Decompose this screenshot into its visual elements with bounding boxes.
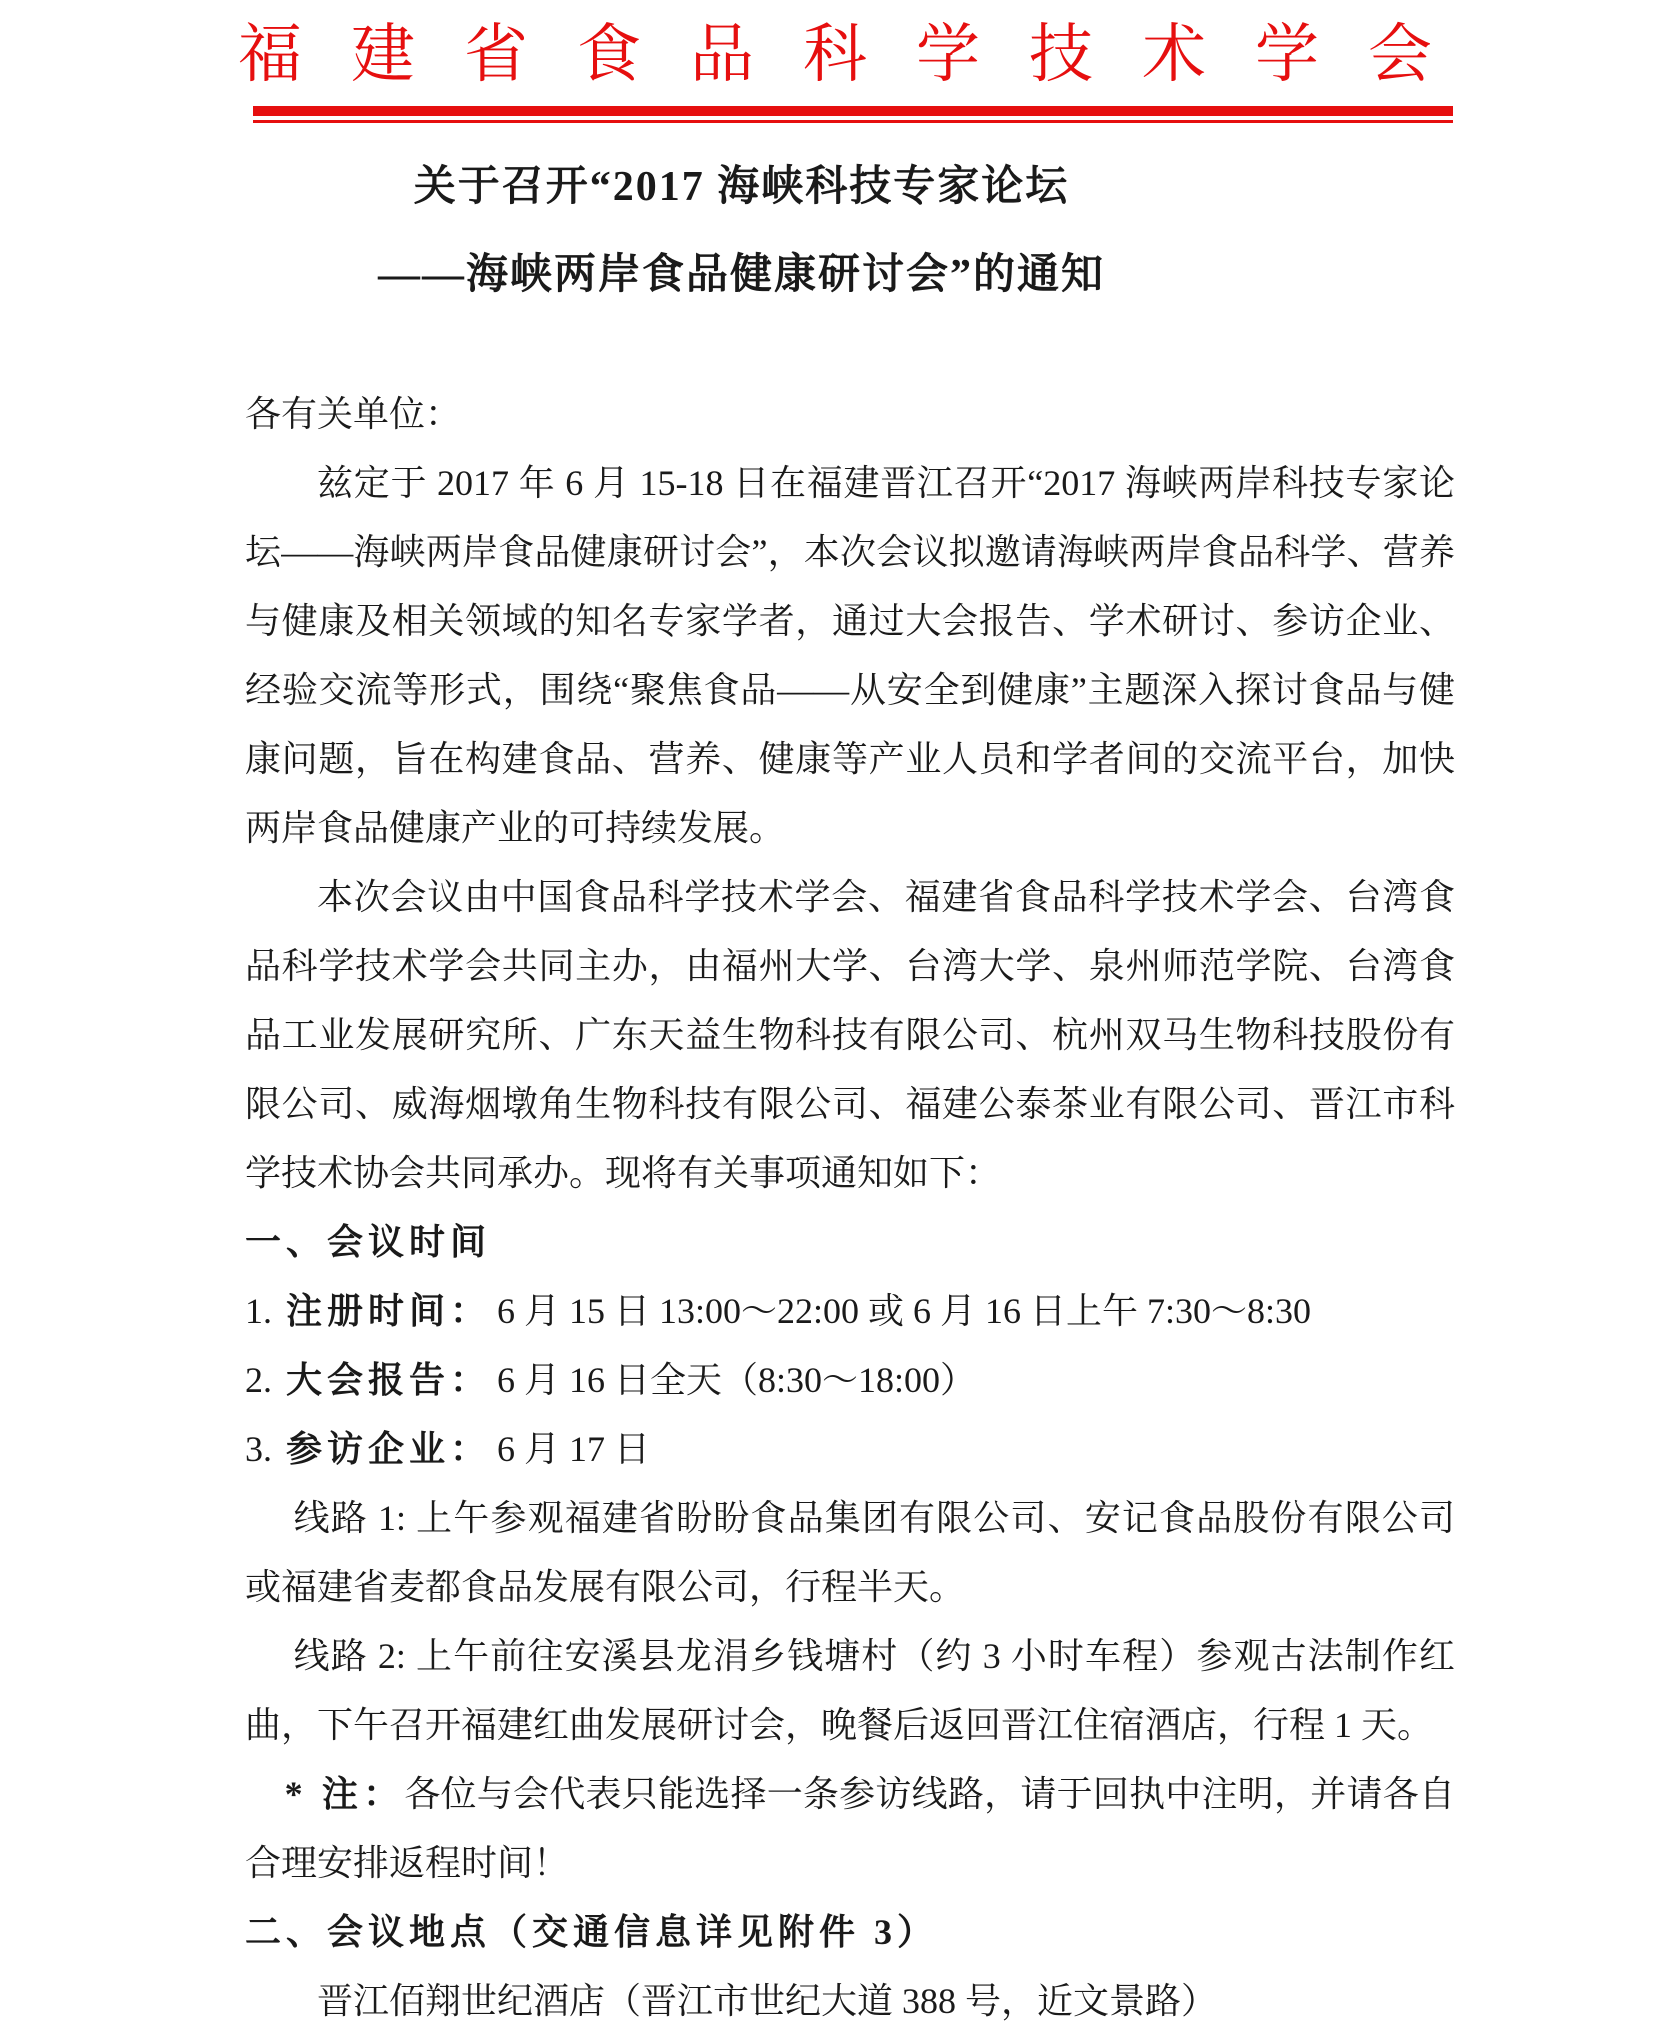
section-heading-venue: 二、会议地点（交通信息详见附件 3）	[245, 1912, 939, 1952]
item-label: 参访企业：	[286, 1429, 492, 1469]
route-1-paragraph: 线路 1: 上午参观福建省盼盼食品集团有限公司、安记食品股份有限公司或福建省麦都食品发展有限公司，行程半天。	[245, 1498, 1455, 1607]
note-paragraph	[245, 1760, 1455, 1898]
item-text: 6 月 16 日全天（8:30～18:00）	[497, 1360, 977, 1400]
item-text: 6 月 17 日	[497, 1429, 651, 1469]
header-divider	[253, 106, 1453, 123]
venue-paragraph: 晋江佰翔世纪酒店（晋江市世纪大道 388 号，近文景路）	[317, 1981, 1218, 2021]
section-heading-meeting-time: 一、会议时间	[245, 1222, 492, 1262]
salutation: 各有关单位：	[245, 394, 462, 434]
item-label: 大会报告：	[286, 1360, 492, 1400]
notice-title	[0, 143, 1568, 319]
item-text: 6 月 15 日 13:00～22:00 或 6 月 16 日上午 7:30～8:30	[497, 1291, 1312, 1331]
notice-title-line2: ——海峡两岸食品健康研讨会”的通知	[377, 252, 1105, 298]
item-number: 2.	[245, 1360, 272, 1400]
agenda-item-reports	[245, 1346, 1455, 1415]
organizers-paragraph: 本次会议由中国食品科学技术学会、福建省食品科学技术学会、台湾食品科学技术学会共同主办，由福州大学、台湾大学、泉州师范学院、台湾食品工业发展研究所、广东天益生物科技有限公司、杭州双马生物科技股份有限公司、威海烟墩角生物科技有限公司、福建公泰茶业有限公司、晋江市科学技术协会共同承办。现将有关事项通知如下：	[245, 877, 1455, 1193]
item-label: 注册时间：	[286, 1291, 492, 1331]
note-text: 各位与会代表只能选择一条参访线路，请于回执中注明，并请各自合理安排返程时间！	[245, 1774, 1455, 1883]
item-number: 1.	[245, 1291, 272, 1331]
notice-title-line1: 关于召开“2017 海峡科技专家论坛	[413, 164, 1070, 210]
agenda-item-registration	[245, 1277, 1455, 1346]
notice-body	[0, 380, 1653, 2036]
item-number: 3.	[245, 1429, 272, 1469]
society-name-header: 福建省食品科学技术学会	[238, 19, 1481, 90]
agenda-item-company-visits	[245, 1415, 1455, 1484]
intro-paragraph: 兹定于 2017 年 6 月 15-18 日在福建晋江召开“2017 海峡两岸科技专家论坛——海峡两岸食品健康研讨会”，本次会议拟邀请海峡两岸食品科学、营养与健康及相关领域的知名专家学者，通过大会报告、学术研讨、参访企业、经验交流等形式，围绕“聚焦食品——从安全到健康”主题深入探讨食品与健康问题，旨在构建食品、营养、健康等产业人员和学者间的交流平台，加快两岸食品健康产业的可持续发展。	[245, 463, 1455, 848]
note-label: * 注：	[284, 1774, 405, 1814]
route-2-paragraph: 线路 2: 上午前往安溪县龙涓乡钱塘村（约 3 小时车程）参观古法制作红曲，下午召开福建红曲发展研讨会，晚餐后返回晋江住宿酒店，行程 1 天。	[245, 1636, 1455, 1745]
